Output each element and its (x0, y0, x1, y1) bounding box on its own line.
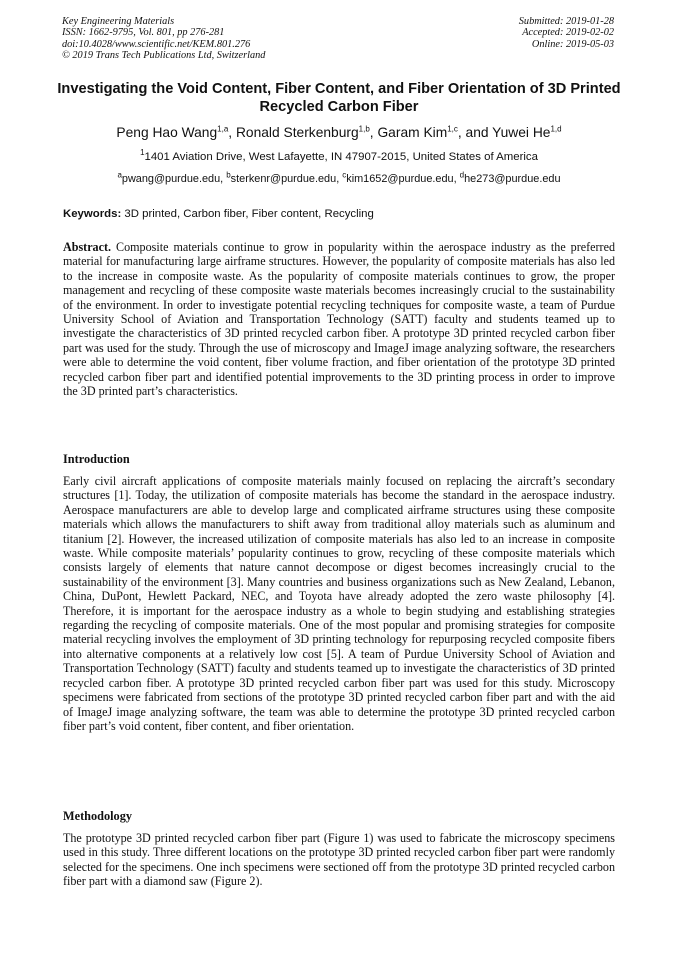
email-address[interactable]: he273@purdue.edu (464, 173, 561, 185)
introduction-heading: Introduction (63, 452, 130, 466)
journal-copyright: © 2019 Trans Tech Publications Ltd, Switzerland (62, 49, 266, 61)
abstract-label: Abstract. (63, 240, 112, 254)
email-mark: d (459, 170, 465, 180)
online-date: Online: 2019-05-03 (531, 38, 614, 50)
author-separator: , (228, 125, 236, 140)
author-name: Yuwei He (492, 125, 551, 140)
author-list (40, 124, 638, 141)
email-address[interactable]: kim1652@purdue.edu (346, 173, 454, 185)
author-name: Garam Kim (377, 125, 448, 140)
author-affiliation-mark: 1,c (447, 124, 458, 134)
accepted-date: Accepted: 2019-02-02 (522, 27, 614, 39)
journal-doi: doi:10.4028/www.scientific.net/KEM.801.276 (62, 38, 251, 50)
keywords-label: Keywords: (63, 208, 122, 220)
email-separator: , (220, 173, 227, 185)
journal-name: Key Engineering Materials (62, 16, 175, 27)
submitted-date: Submitted: 2019-01-28 (518, 16, 614, 27)
methodology-heading: Methodology (63, 809, 132, 823)
affiliation (40, 150, 638, 164)
author-emails (40, 172, 638, 186)
email-mark: a (117, 170, 122, 180)
author-name: Ronald Sterkenburg (235, 125, 359, 140)
methodology-text: The prototype 3D printed recycled carbon fiber part (Figure 1) was used to fabricate the microscopy specimens used in this study. Three different locations on the prototype 3D printed recycled carbon fiber part were randomly selected for the specimens. One inch specimens were sectioned off from the prototype 3D printed recycled carbon fiber part with a diamond saw (Figure 2). (63, 831, 615, 889)
author-affiliation-mark: 1,b (358, 124, 370, 134)
keywords-text: 3D printed, Carbon fiber, Fiber content, Recycling (121, 208, 374, 220)
author-affiliation-mark: 1,d (550, 124, 562, 134)
email-address[interactable]: sterkenr@purdue.edu (230, 173, 337, 185)
email-separator: , (336, 173, 343, 185)
affiliation-mark: 1 (140, 148, 145, 158)
email-address[interactable]: pwang@purdue.edu (121, 173, 221, 185)
author-affiliation-mark: 1,a (217, 124, 229, 134)
introduction-text: Early civil aircraft applications of composite materials mainly focused on replacing the aircraft’s secondary structures [1]. Today, the utilization of composite materials has become the standard in the aerospace industry. Aerospace manufacturers are able to develop large and complicated airframe structures using these composite materials which allows the manufacturers to shift away from traditional alloy materials such as aluminum and titanium [2]. However, the increased utilization of composite materials has also led to an increase in composite waste. While composite materials’ popularity continues to grow, recycling of these composite materials which consists largely of elements that nature cannot decompose or digest becomes increasingly crucial to the sustainability of the environment [3]. Many countries and business organizations such as New Zealand, Lebanon, China, DuPont, Hewlett Packard, NEC, and Toyota have already adopted the zero waste philosophy [4]. Therefore, it is important for the aerospace industry as a whole to begin studying and establishing strategies regarding the recycling of composite materials. One of the most popular and promising strategies for composite material recycling involves the employment of 3D printing technology for repurposing recycled composite fibers into alternative components at a relatively low cost [5]. A team of Purdue University School of Aviation and Transportation Technology (SATT) faculty and students teamed up to investigate the characteristics of 3D printed recycled carbon fiber. A prototype 3D printed recycled carbon fiber part was used for this study. Microscopy specimens were fabricated from sections of the prototype 3D printed recycled carbon fiber part and with the aid of ImageJ image analyzing software, the team was able to determine the prototype 3D printed recycled carbon fiber part’s void content, fiber content, and fiber orientation. (63, 474, 615, 733)
author-name: Peng Hao Wang (116, 125, 218, 140)
email-mark: c (342, 170, 347, 180)
abstract-text: Composite materials continue to grow in popularity within the aerospace industry as the preferred material for manufacturing large airframe structures. However, the popularity of composite materials has also led to the increase in composite waste. As the popularity of composite materials continues to grow, the proper management and recycling of these composite waste materials becomes increasingly crucial to the sustainability of the environment. In order to investigate potential recycling techniques for composite waste, a team of Purdue University School of Aviation and Transportation Technology (SATT) faculty and students teamed up to investigate the characteristics of 3D printed recycled carbon fiber. A prototype 3D printed recycled carbon fiber part was used for the study. Through the use of microscopy and ImageJ image analyzing software, the researchers were able to determine the void content, fiber volume fraction, and fiber orientation of the prototype 3D printed recycled carbon fiber part and identified potential improvements to the 3D printing process in order to improve the 3D printed part’s characteristics. (63, 240, 615, 399)
journal-issn: ISSN: 1662-9795, Vol. 801, pp 276-281 (62, 27, 225, 39)
keywords (63, 207, 615, 221)
author-separator: , and (457, 125, 493, 140)
author-separator: , (369, 125, 378, 140)
abstract (63, 240, 615, 398)
affiliation-address: 1401 Aviation Drive, West Lafayette, IN 47907-2015, United States of America (144, 151, 538, 163)
email-mark: b (226, 170, 231, 180)
journal-info (62, 16, 265, 61)
submission-dates (519, 16, 614, 50)
paper-title: Investigating the Void Content, Fiber Content, and Fiber Orientation of 3D Printed Recycled Carbon Fiber (57, 81, 621, 115)
email-separator: , (453, 173, 460, 185)
